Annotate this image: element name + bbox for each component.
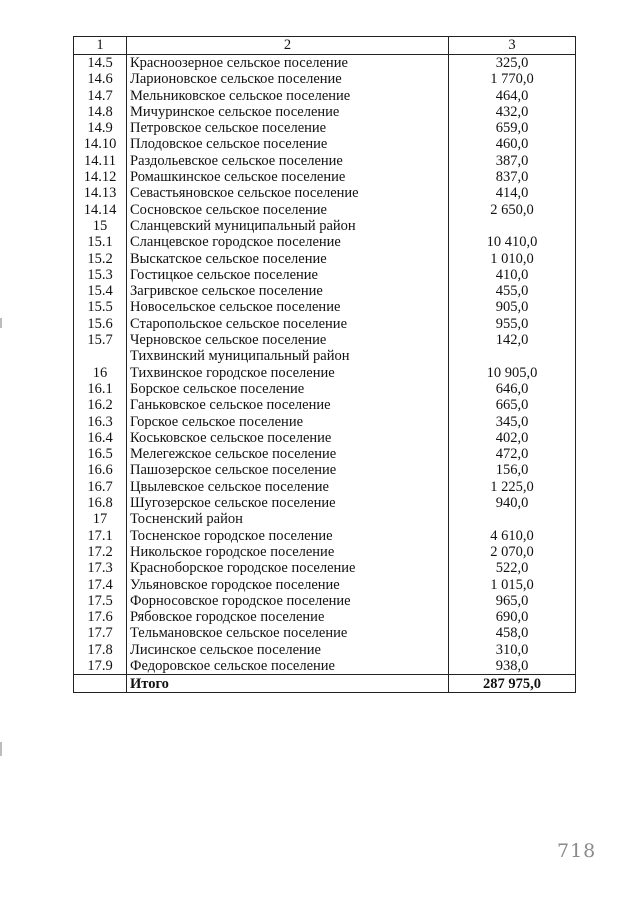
row-name-cell: Сосновское сельское поселение bbox=[127, 202, 449, 218]
row-name-cell: Горское сельское поселение bbox=[127, 414, 449, 430]
row-value-cell: 2 070,0 bbox=[449, 544, 576, 560]
row-number-cell: 16.4 bbox=[74, 430, 127, 446]
table-row bbox=[74, 218, 576, 234]
row-number-cell: 17.1 bbox=[74, 528, 127, 544]
row-value-cell: 1 225,0 bbox=[449, 479, 576, 495]
row-value-cell: 4 610,0 bbox=[449, 528, 576, 544]
row-number-cell: 16.7 bbox=[74, 479, 127, 495]
row-name-cell: Коськовское сельское поселение bbox=[127, 430, 449, 446]
row-value-cell: 402,0 bbox=[449, 430, 576, 446]
row-name-cell: Раздольевское сельское поселение bbox=[127, 153, 449, 169]
row-name-cell: Лисинское сельское поселение bbox=[127, 642, 449, 658]
total-label: Итого bbox=[127, 675, 449, 693]
row-number-cell: 17.6 bbox=[74, 609, 127, 625]
row-name-cell: Петровское сельское поселение bbox=[127, 120, 449, 136]
table-row bbox=[74, 332, 576, 348]
row-value-cell bbox=[449, 511, 576, 527]
table-row bbox=[74, 479, 576, 495]
row-name-cell: Мичуринское сельское поселение bbox=[127, 104, 449, 120]
table-row bbox=[74, 365, 576, 381]
row-value-cell: 460,0 bbox=[449, 136, 576, 152]
table-row bbox=[74, 71, 576, 87]
row-number-cell: 15.3 bbox=[74, 267, 127, 283]
table-row bbox=[74, 299, 576, 315]
row-number-cell: 15.1 bbox=[74, 234, 127, 250]
row-value-cell bbox=[449, 218, 576, 234]
row-name-cell: Мельниковское сельское поселение bbox=[127, 88, 449, 104]
row-name-cell: Шугозерское сельское поселение bbox=[127, 495, 449, 511]
row-name-cell: Цвылевское сельское поселение bbox=[127, 479, 449, 495]
table-row bbox=[74, 593, 576, 609]
row-name-cell: Тихвинское городское поселение bbox=[127, 365, 449, 381]
row-number-cell: 16.1 bbox=[74, 381, 127, 397]
row-number-cell: 16 bbox=[74, 365, 127, 381]
row-name-cell: Рябовское городское поселение bbox=[127, 609, 449, 625]
row-number-cell: 14.5 bbox=[74, 55, 127, 72]
row-name-cell: Борское сельское поселение bbox=[127, 381, 449, 397]
row-value-cell: 690,0 bbox=[449, 609, 576, 625]
row-name-cell: Сланцевское городское поселение bbox=[127, 234, 449, 250]
row-value-cell: 472,0 bbox=[449, 446, 576, 462]
row-name-cell: Загривское сельское поселение bbox=[127, 283, 449, 299]
scan-edge-mark bbox=[0, 742, 2, 756]
row-number-cell: 15 bbox=[74, 218, 127, 234]
row-number-cell: 14.12 bbox=[74, 169, 127, 185]
row-value-cell: 387,0 bbox=[449, 153, 576, 169]
row-number-cell: 16.6 bbox=[74, 462, 127, 478]
table-body bbox=[74, 55, 576, 675]
row-value-cell: 325,0 bbox=[449, 55, 576, 72]
row-value-cell: 156,0 bbox=[449, 462, 576, 478]
row-value-cell: 458,0 bbox=[449, 625, 576, 641]
row-name-cell: Тосненский район bbox=[127, 511, 449, 527]
table-row bbox=[74, 625, 576, 641]
row-value-cell: 2 650,0 bbox=[449, 202, 576, 218]
row-number-cell: 16.5 bbox=[74, 446, 127, 462]
row-value-cell: 940,0 bbox=[449, 495, 576, 511]
table-row bbox=[74, 430, 576, 446]
table-row bbox=[74, 136, 576, 152]
row-number-cell: 14.13 bbox=[74, 185, 127, 201]
table-row bbox=[74, 414, 576, 430]
row-name-cell: Севастьяновское сельское поселение bbox=[127, 185, 449, 201]
row-name-cell: Ганьковское сельское поселение bbox=[127, 397, 449, 413]
row-value-cell bbox=[449, 348, 576, 364]
page-number: 718 bbox=[557, 840, 597, 862]
row-number-cell: 17.2 bbox=[74, 544, 127, 560]
table-row bbox=[74, 283, 576, 299]
row-value-cell: 410,0 bbox=[449, 267, 576, 283]
table-row bbox=[74, 185, 576, 201]
table-row bbox=[74, 348, 576, 364]
row-number-cell: 16.3 bbox=[74, 414, 127, 430]
row-name-cell: Тельмановское сельское поселение bbox=[127, 625, 449, 641]
row-name-cell: Ромашкинское сельское поселение bbox=[127, 169, 449, 185]
row-name-cell: Мелегежское сельское поселение bbox=[127, 446, 449, 462]
row-number-cell: 15.4 bbox=[74, 283, 127, 299]
row-number-cell: 15.5 bbox=[74, 299, 127, 315]
row-number-cell: 15.7 bbox=[74, 332, 127, 348]
table-row bbox=[74, 462, 576, 478]
table-row bbox=[74, 511, 576, 527]
row-number-cell: 14.6 bbox=[74, 71, 127, 87]
row-name-cell: Форносовское городское поселение bbox=[127, 593, 449, 609]
row-name-cell: Сланцевский муниципальный район bbox=[127, 218, 449, 234]
table-row bbox=[74, 397, 576, 413]
table-row bbox=[74, 528, 576, 544]
row-number-cell: 17.3 bbox=[74, 560, 127, 576]
table-row bbox=[74, 642, 576, 658]
row-value-cell: 965,0 bbox=[449, 593, 576, 609]
row-number-cell: 16.2 bbox=[74, 397, 127, 413]
row-number-cell: 17.4 bbox=[74, 577, 127, 593]
row-number-cell: 14.9 bbox=[74, 120, 127, 136]
row-value-cell: 432,0 bbox=[449, 104, 576, 120]
scan-edge-mark bbox=[0, 318, 2, 328]
row-value-cell: 905,0 bbox=[449, 299, 576, 315]
row-value-cell: 142,0 bbox=[449, 332, 576, 348]
total-value: 287 975,0 bbox=[449, 675, 576, 693]
row-value-cell: 938,0 bbox=[449, 658, 576, 675]
row-name-cell: Красноборское городское поселение bbox=[127, 560, 449, 576]
table-row bbox=[74, 560, 576, 576]
row-value-cell: 10 410,0 bbox=[449, 234, 576, 250]
row-number-cell: 14.11 bbox=[74, 153, 127, 169]
row-name-cell: Красноозерное сельское поселение bbox=[127, 55, 449, 72]
row-value-cell: 310,0 bbox=[449, 642, 576, 658]
row-value-cell: 646,0 bbox=[449, 381, 576, 397]
row-value-cell: 345,0 bbox=[449, 414, 576, 430]
table-row bbox=[74, 658, 576, 675]
row-name-cell: Выскатское сельское поселение bbox=[127, 251, 449, 267]
row-value-cell: 464,0 bbox=[449, 88, 576, 104]
row-name-cell: Ульяновское городское поселение bbox=[127, 577, 449, 593]
row-name-cell: Гостицкое сельское поселение bbox=[127, 267, 449, 283]
table-row bbox=[74, 544, 576, 560]
total-num-cell bbox=[74, 675, 127, 693]
row-name-cell: Черновское сельское поселение bbox=[127, 332, 449, 348]
table-row bbox=[74, 55, 576, 72]
table-row bbox=[74, 609, 576, 625]
row-value-cell: 1 010,0 bbox=[449, 251, 576, 267]
row-number-cell: 17.9 bbox=[74, 658, 127, 675]
row-value-cell: 1 015,0 bbox=[449, 577, 576, 593]
table-row bbox=[74, 446, 576, 462]
row-value-cell: 837,0 bbox=[449, 169, 576, 185]
row-number-cell: 17 bbox=[74, 511, 127, 527]
table-row bbox=[74, 234, 576, 250]
row-name-cell: Ларионовское сельское поселение bbox=[127, 71, 449, 87]
row-name-cell: Старопольское сельское поселение bbox=[127, 316, 449, 332]
row-name-cell: Федоровское сельское поселение bbox=[127, 658, 449, 675]
row-number-cell: 17.5 bbox=[74, 593, 127, 609]
table-row bbox=[74, 267, 576, 283]
row-name-cell: Новосельское сельское поселение bbox=[127, 299, 449, 315]
row-name-cell: Пашозерское сельское поселение bbox=[127, 462, 449, 478]
row-value-cell: 659,0 bbox=[449, 120, 576, 136]
table-row bbox=[74, 120, 576, 136]
row-name-cell: Тосненское городское поселение bbox=[127, 528, 449, 544]
row-value-cell: 10 905,0 bbox=[449, 365, 576, 381]
row-value-cell: 955,0 bbox=[449, 316, 576, 332]
column-header-3: 3 bbox=[449, 37, 576, 55]
row-number-cell: 14.7 bbox=[74, 88, 127, 104]
table-row bbox=[74, 381, 576, 397]
table-row bbox=[74, 577, 576, 593]
row-name-cell: Никольское городское поселение bbox=[127, 544, 449, 560]
total-row bbox=[74, 675, 576, 693]
row-name-cell: Плодовское сельское поселение bbox=[127, 136, 449, 152]
column-header-2: 2 bbox=[127, 37, 449, 55]
row-value-cell: 665,0 bbox=[449, 397, 576, 413]
row-number-cell: 17.8 bbox=[74, 642, 127, 658]
row-number-cell: 16.8 bbox=[74, 495, 127, 511]
table-row bbox=[74, 169, 576, 185]
row-number-cell: 15.2 bbox=[74, 251, 127, 267]
row-value-cell: 455,0 bbox=[449, 283, 576, 299]
table-header bbox=[74, 37, 576, 55]
row-number-cell: 17.7 bbox=[74, 625, 127, 641]
table-row bbox=[74, 104, 576, 120]
allocation-table bbox=[73, 36, 576, 693]
column-header-1: 1 bbox=[74, 37, 127, 55]
row-number-cell: 14.14 bbox=[74, 202, 127, 218]
row-number-cell: 15.6 bbox=[74, 316, 127, 332]
table-row bbox=[74, 316, 576, 332]
row-number-cell: 14.10 bbox=[74, 136, 127, 152]
table-row bbox=[74, 251, 576, 267]
table-row bbox=[74, 495, 576, 511]
row-value-cell: 414,0 bbox=[449, 185, 576, 201]
row-number-cell: 14.8 bbox=[74, 104, 127, 120]
table-row bbox=[74, 153, 576, 169]
table-row bbox=[74, 202, 576, 218]
table-row bbox=[74, 88, 576, 104]
row-name-cell: Тихвинский муниципальный район bbox=[127, 348, 449, 364]
row-value-cell: 522,0 bbox=[449, 560, 576, 576]
row-value-cell: 1 770,0 bbox=[449, 71, 576, 87]
row-number-cell bbox=[74, 348, 127, 364]
